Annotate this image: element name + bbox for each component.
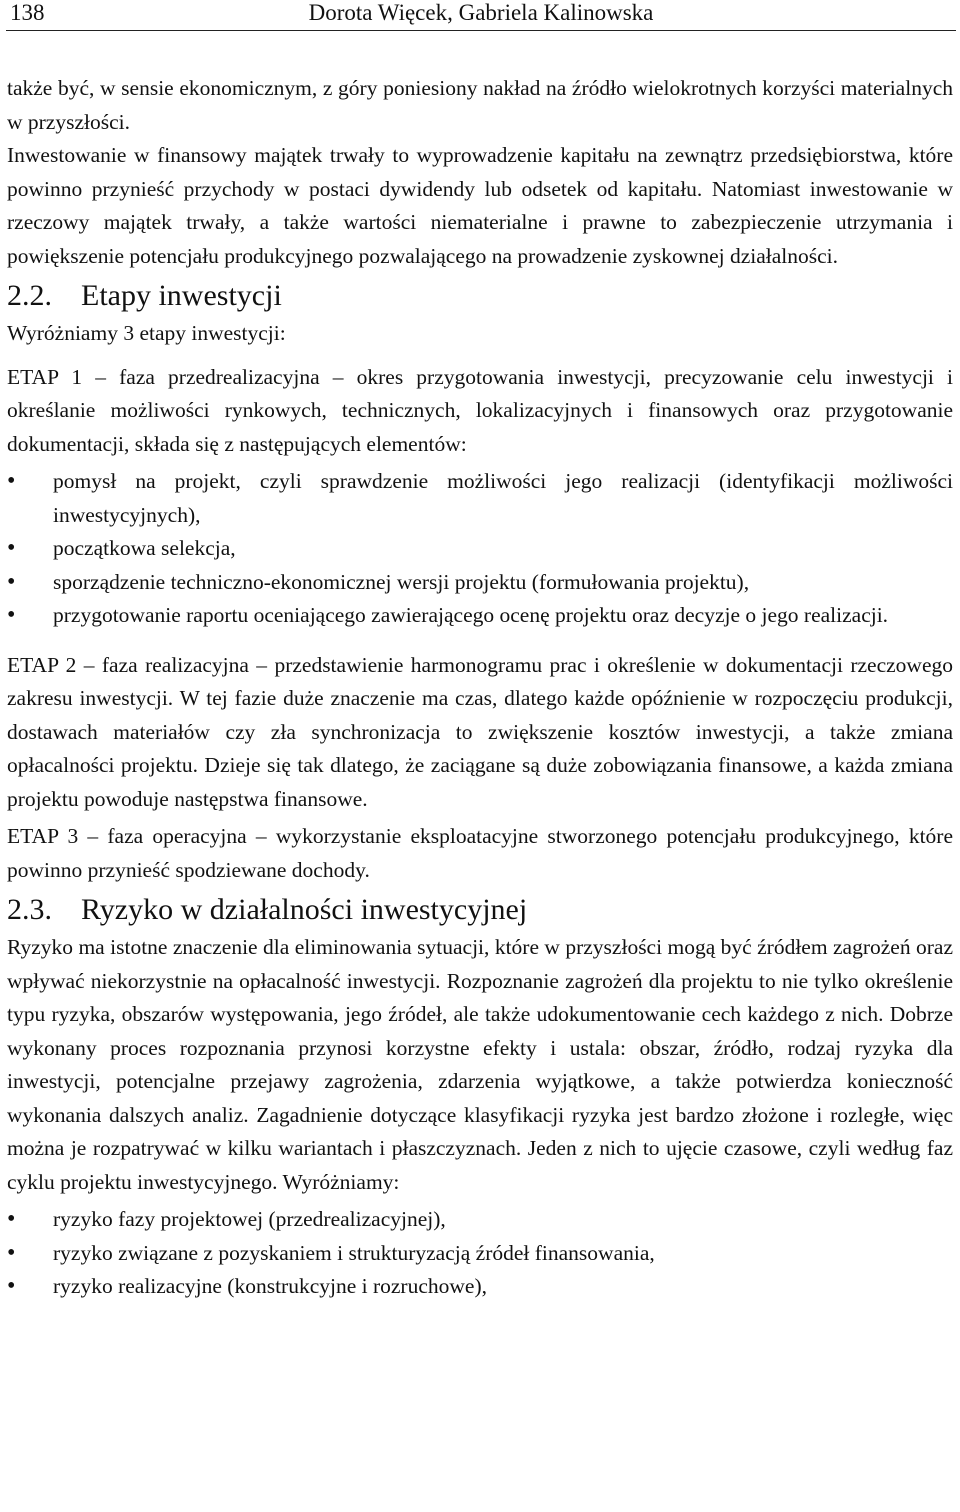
paragraph: Ryzyko ma istotne znaczenie dla eliminowania sytuacji, które w przyszłości mogą być źródłem zagrożeń oraz wpływać niekorzystnie na opłacalność inwestycji. Rozpoznanie zagrożeń dla projektu to nie tylko określenie typu ryzyka, obszarów występowania, jego źródeł, ale także udokumentowanie cech każdego z nich. Dobrze wykonany proces rozpoznania przynosi korzystne efekty i ustala: obszar, źródło, rodzaj ryzyka dla inwestycji, potencjalne przejawy zagrożenia, zdarzenia wyjątkowe, a także potwierdza konieczność wykonania dalszych analiz. Zagadnienie dotyczące klasyfikacji ryzyka jest bardzo złożone i rozległe, więc można je rozpatrywać w kilku wariantach i płaszczyznach. Jeden z nich to ujęcie czasowe, czyli według faz cyklu projektu inwestycyjnego. Wyróżniamy: bbox=[7, 935, 953, 1194]
page-number: 138 bbox=[10, 0, 45, 25]
header-authors: Dorota Więcek, Gabriela Kalinowska bbox=[308, 0, 654, 25]
list-item: • przygotowanie raportu oceniającego zawierającego ocenę projektu oraz decyzje o jego realizacji. bbox=[7, 599, 953, 633]
bullet-list bbox=[7, 1203, 953, 1304]
list-item: • ryzyko związane z pozyskaniem i strukturyzacją źródeł finansowania, bbox=[7, 1237, 953, 1271]
paragraph: Inwestowanie w finansowy majątek trwały to wyprowadzenie kapitału na zewnątrz przedsiębiorstwa, które powinno przynieść przychody w postaci dywidendy lub odsetek od kapitału. Natomiast inwestowanie w rzeczowy majątek trwały, a także wartości niematerialne i prawne to zabezpieczenie utrzymania i powiększenie potencjału produkcyjnego pozwalającego na prowadzenie zyskownej działalności. bbox=[7, 143, 953, 268]
list-item: • sporządzenie techniczno-ekonomicznej wersji projektu (formułowania projektu), bbox=[7, 566, 953, 600]
running-header bbox=[6, 0, 956, 31]
list-item: • początkowa selekcja, bbox=[7, 532, 953, 566]
section-number: 2.2. bbox=[7, 279, 52, 312]
section-number: 2.3. bbox=[7, 893, 52, 926]
section-title: Ryzyko w działalności inwestycyjnej bbox=[81, 893, 528, 926]
paragraph: ETAP 1 – faza przedrealizacyjna – okres przygotowania inwestycji, precyzowanie celu inwestycji i określanie możliwości rynkowych, technicznych, lokalizacyjnych i finansowych oraz przygotowanie dokumentacji, składa się z następujących elementów: bbox=[7, 364, 953, 456]
section-heading bbox=[7, 891, 953, 929]
section-title: Etapy inwestycji bbox=[81, 279, 282, 312]
paragraph: ETAP 3 – faza operacyjna – wykorzystanie eksploatacyjne stworzonego potencjału produkcyjnego, które powinno przynieść spodziewane dochody. bbox=[7, 824, 953, 882]
paragraph: także być, w sensie ekonomicznym, z góry poniesiony nakład na źródło wielokrotnych korzyści materialnych w przyszłości. bbox=[7, 76, 953, 134]
list-item: • ryzyko fazy projektowej (przedrealizacyjnej), bbox=[7, 1203, 953, 1237]
paragraph: Wyróżniamy 3 etapy inwestycji: bbox=[7, 321, 286, 345]
paragraph: ETAP 2 – faza realizacyjna – przedstawienie harmonogramu prac i określenie w dokumentacji rzeczowego zakresu inwestycji. W tej fazie duże znaczenie ma czas, dlatego każde opóźnienie w rozpoczęciu produkcji, dostawach materiałów czy zła synchronizacja to zwiększenie kosztów inwestycji, a także zmiana opłacalności projektu. Dzieje się tak dlatego, że zaciągane są duże zobowiązania finansowe, a każda zmiana projektu powoduje następstwa finansowe. bbox=[7, 652, 953, 811]
section-heading bbox=[7, 277, 953, 315]
list-item: • ryzyko realizacyjne (konstrukcyjne i rozruchowe), bbox=[7, 1270, 953, 1304]
bullet-list bbox=[7, 465, 953, 633]
list-item: • pomysł na projekt, czyli sprawdzenie możliwości jego realizacji (identyfikacji możliwości inwestycyjnych), bbox=[7, 465, 953, 532]
page-content bbox=[7, 72, 953, 1310]
